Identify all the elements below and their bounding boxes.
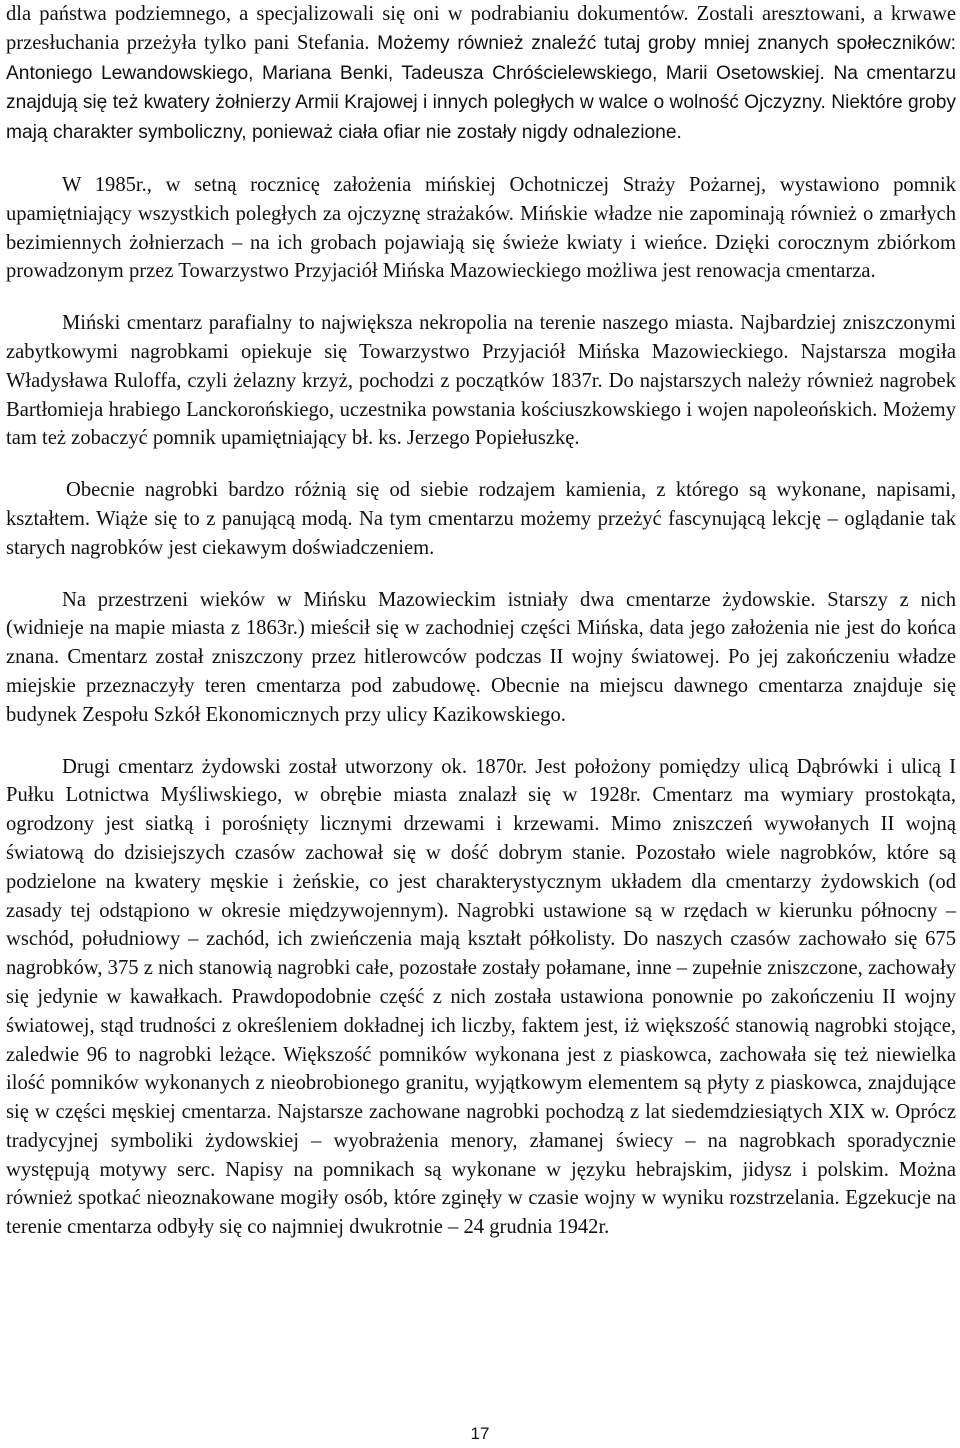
document-page	[6, 0, 956, 1242]
paragraph-4	[6, 476, 956, 562]
paragraph-1	[6, 0, 956, 148]
paragraph-4-text: Obecnie nagrobki bardzo różnią się od siebie rodzajem kamienia, z którego są wykonane, napisami, kształtem. Wiąże się to z panującą modą. Na tym cmentarzu możemy przeżyć fascynującą lekcję – oglądanie tak starych nagrobków jest ciekawym doświadczeniem.	[6, 479, 956, 559]
paragraph-5-text: Na przestrzeni wieków w Mińsku Mazowieckim istniały dwa cmentarze żydowskie. Starszy z nich (widnieje na mapie miasta z 1863r.) mieścił się w zachodniej części Mińska, data jego założenia nie jest do końca znana. Cmentarz został zniszczony przez hitlerowców podczas II wojny światowej. Po jej zakończeniu władze miejskie przeznaczyły teren cmentarza pod zabudowę. Obecnie na miejscu dawnego cmentarza znajduje się budynek Zespołu Szkół Ekonomicznych przy ulicy Kazikowskiego.	[6, 588, 956, 726]
paragraph-2-text: W 1985r., w setną rocznicę założenia mińskiej Ochotniczej Straży Pożarnej, wystawiono pomnik upamiętniający wszystkich poległych za ojczyznę strażaków. Mińskie władze nie zapominają również o zmarłych bezimiennych żołnierzach – na ich grobach pojawiają się świeże kwiaty i wieńce. Dzięki corocznym zbiórkom prowadzonym przez Towarzystwo Przyjaciół Mińska Mazowieckiego możliwa jest renowacja cmentarza.	[6, 173, 956, 283]
paragraph-2	[6, 171, 956, 286]
paragraph-1-text-b: Możemy również znaleźć tutaj groby mniej znanych społeczników: Antoniego Lewandowskiego, Mariana Benki, Tadeusza Chróścielewskiego, Marii Osetowskiej. Na cmentarzu znajdują się też kwatery żołnierzy Armii Krajowej i innych poległych w walce o wolność Ojczyzny. Niektóre groby mają charakter symboliczny, ponieważ ciała ofiar nie zostały nigdy odnalezione.	[6, 32, 957, 144]
page-number: 17	[470, 1424, 490, 1443]
paragraph-6-text: Drugi cmentarz żydowski został utworzony ok. 1870r. Jest położony pomiędzy ulicą Dąbrówki i ulicą I Pułku Lotnictwa Myśliwskiego, w obrębie miasta znalazł się w 1928r. Cmentarz ma wymiary prostokąta, ogrodzony jest siatką i porośnięty licznymi drzewami i krzewami. Mimo zniszczeń wywołanych II wojną światową do dzisiejszych czasów zachował się w dość dobrym stanie. Pozostało wiele nagrobków, które są podzielone na kwatery męskie i żeńskie, co jest charakterystycznym układem dla cmentarzy żydowskich (od zasady tej odstąpiono w okresie międzywojennym). Nagrobki ustawione są w rzędach w kierunku północny – wschód, południowy – zachód, ich zwieńczenia mają kształt półkolisty. Do naszych czasów zachowało się 675 nagrobków, 375 z nich stanowią nagrobki całe, pozostałe zostały połamane, inne – zupełnie zniszczone, zachowały się jedynie w kawałkach. Prawdopodobnie część z nich została ustawiona ponownie po zakończeniu II wojny światowej, stąd trudności z określeniem dokładnej ich liczby, faktem jest, iż większość stanowią nagrobki stojące, zaledwie 96 to nagrobki leżące. Większość pomników wykonana jest z piaskowca, zachowała się też niewielka ilość pomników wykonanych z nieobrobionego granitu, wyjątkowym elementem są płyty z piaskowca, znajdujące się w części męskiej cmentarza. Najstarsze zachowane nagrobki pochodzą z lat siedemdziesiątych XIX w. Oprócz tradycyjnej symboliki żydowskiej – wyobrażenia menory, złamanej świecy – na nagrobkach sporadycznie występują motywy serc. Napisy na pomnikach są wykonane w języku hebrajskim, jidysz i polskim. Można również spotkać nieoznakowane mogiły osób, które zginęły w czasie wojny w wyniku rozstrzelania. Egzekucje na terenie cmentarza odbyły się co najmniej dwukrotnie – 24 grudnia 1942r.	[6, 755, 956, 1239]
paragraph-6	[6, 753, 956, 1243]
paragraph-1-text-a: dla państwa podziemnego, a specjalizowali się oni w podrabianiu dokumentów. Zostali aresztowani, a krwawe przesłuchania przeżyła tylko pani Stefania.	[6, 3, 956, 54]
paragraph-5	[6, 586, 956, 730]
paragraph-3-text: Miński cmentarz parafialny to największa nekropolia na terenie naszego miasta. Najbardziej zniszczonymi zabytkowymi nagrobkami opiekuje się Towarzystwo Przyjaciół Mińska Mazowieckiego. Najstarsza mogiła Władysława Ruloffa, czyli żelazny krzyż, pochodzi z początków 1837r. Do najstarszych należy również nagrobek Bartłomieja hrabiego Lanckorońskiego, uczestnika powstania kościuszkowskiego i wojen napoleońskich. Możemy tam też zobaczyć pomnik upamiętniający bł. ks. Jerzego Popiełuszkę.	[6, 312, 956, 450]
paragraph-3	[6, 309, 956, 453]
